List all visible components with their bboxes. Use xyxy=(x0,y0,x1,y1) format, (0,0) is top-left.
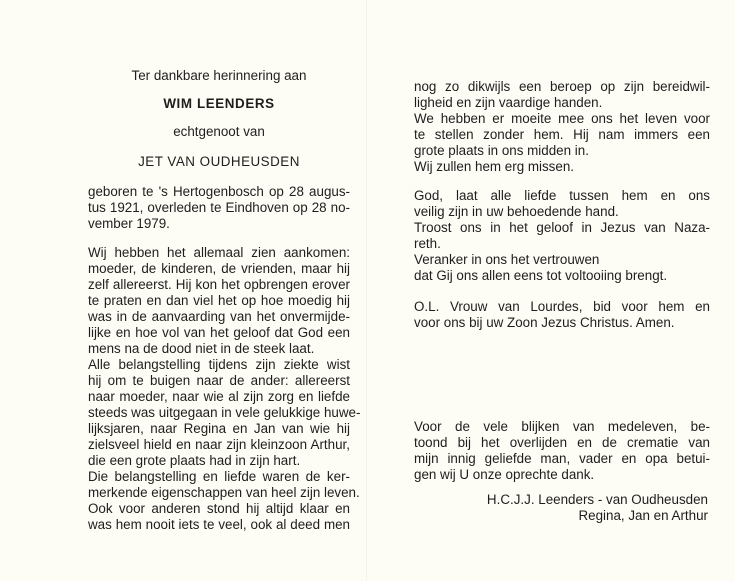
text-line: hij om te buigen naar de ander: allereerst xyxy=(88,373,350,388)
invocation xyxy=(414,299,710,331)
text-line: zielsveel hield en naar zijn kleinzoon Arthur, xyxy=(88,437,350,452)
signature-line: Regina, Jan en Arthur xyxy=(578,508,708,523)
text-line: mens na de dood niet in de steek laat. xyxy=(88,341,315,356)
paragraph-2 xyxy=(88,357,361,469)
text-line: te praten en dan viel het op hoe moedig hij xyxy=(88,293,350,308)
text-line: Ook voor anderen stond hij altijd klaar en xyxy=(88,501,350,516)
text-line: mijn innig geliefde man, vader en opa betui- xyxy=(414,451,710,466)
text-line: was in de aanvaarding van het onvermijde- xyxy=(88,309,350,324)
text-line: Troost ons in het geloof in Jezus van Naza- xyxy=(414,220,710,235)
intro-line: Ter dankbare herinnering aan xyxy=(131,68,307,83)
text-line: naar moeder, naar wie al zijn zorg en liefde xyxy=(88,389,350,404)
paragraph-3 xyxy=(88,469,360,533)
thanks-paragraph xyxy=(414,419,710,483)
text-line: lijke en hoe vol van het geloof dat God een xyxy=(88,325,350,340)
fold-line xyxy=(366,0,367,581)
text-line: veilig zijn in uw behoedende hand. xyxy=(414,204,619,219)
text-line: Wij hebben het allemaal zien aankomen: xyxy=(88,245,350,260)
text-line: God, laat alle liefde tussen hem en ons xyxy=(414,188,710,203)
birth-death-paragraph xyxy=(88,184,350,232)
text-line: nog zo dikwijls een beroep op zijn bereidwil- xyxy=(414,79,710,94)
text-line: Alle belangstelling tijdens zijn ziekte wist xyxy=(88,357,350,372)
text-line: O.L. Vrouw van Lourdes, bid voor hem en xyxy=(414,299,710,314)
signature-line: H.C.J.J. Leenders - van Oudheusden xyxy=(486,492,708,507)
text-line: vember 1979. xyxy=(88,216,170,231)
text-line: was hem nooit iets te veel, ook al deed men xyxy=(88,517,350,532)
text-line: steeds was uitgegaan in vele gelukkige huwe- xyxy=(88,405,361,420)
text-line: Wij zullen hem erg missen. xyxy=(414,159,574,174)
signature-block xyxy=(414,492,708,524)
text-line: grote plaats in ons midden in. xyxy=(414,143,589,158)
spouse-name: JET VAN OUDHEUSDEN xyxy=(138,154,300,169)
text-line: tus 1921, overleden te Eindhoven op 28 no- xyxy=(88,200,350,215)
paragraph-1 xyxy=(88,245,350,357)
left-column xyxy=(88,68,361,533)
paragraph-missing xyxy=(414,111,710,159)
paragraph-miss-him xyxy=(414,159,710,175)
text-line: reth. xyxy=(414,236,441,251)
text-line: voor ons bij uw Zoon Jezus Christus. Amen. xyxy=(414,315,675,330)
text-line: dat Gij ons allen eens tot voltooiing brengt. xyxy=(414,268,668,283)
text-line: Die belangstelling en liefde waren de ker- xyxy=(88,469,350,484)
text-line: gen wij U onze oprechte dank. xyxy=(414,467,595,482)
prayer xyxy=(414,188,710,284)
continuation-paragraph xyxy=(414,79,710,111)
text-line: merkende eigenschappen van heel zijn leven. xyxy=(88,485,360,500)
text-line: moeder, de kinderen, de vrienden, maar hij xyxy=(88,261,350,276)
text-line: We hebben er moeite mee ons het leven voor xyxy=(414,111,710,126)
text-line: Veranker in ons het vertrouwen xyxy=(414,252,600,267)
spouse-label: echtgenoot van xyxy=(173,124,265,139)
text-line: zelf allereerst. Hij kon het opbrengen erover xyxy=(88,277,350,292)
text-line: lijksjaren, naar Regina en Jan van wie hij xyxy=(88,421,350,436)
text-line: ligheid en zijn vaardige handen. xyxy=(414,95,603,110)
right-column xyxy=(414,79,710,331)
deceased-name: WIM LEENDERS xyxy=(163,96,275,111)
text-line: geboren te 's Hertogenbosch op 28 augus- xyxy=(88,184,350,199)
text-line: Voor de vele blijken van medeleven, be- xyxy=(414,419,710,434)
text-line: te stellen zonder hem. Hij nam immers een xyxy=(414,127,710,142)
text-line: toond bij het overlijden en de crematie van xyxy=(414,435,710,450)
text-line: die een grote plaats had in zijn hart. xyxy=(88,453,301,468)
